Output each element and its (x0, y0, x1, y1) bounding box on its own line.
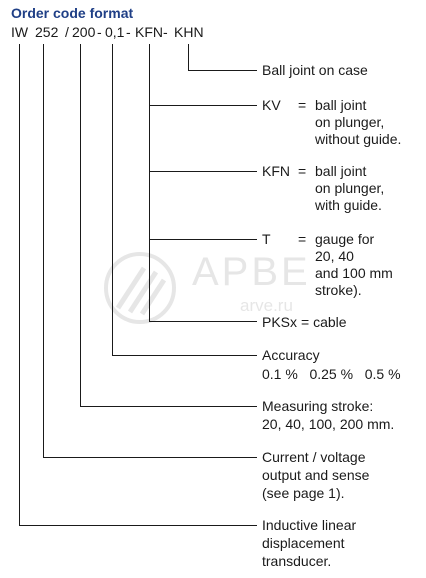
label-kfn-line-3: with guide. (315, 197, 382, 213)
label-t-eq: = (298, 231, 307, 247)
code-part-252: 252 (35, 24, 59, 40)
label-pksx-code: PKSx (262, 314, 298, 330)
label-kv-line-1: ball joint (315, 97, 367, 113)
label-output-line-2: output and sense (262, 467, 370, 483)
label-t-line-2: 20, 40 (315, 248, 354, 264)
connector-output (44, 44, 258, 458)
label-kv-line-2: on plunger, (315, 114, 385, 130)
label-t-line-3: and 100 mm (315, 265, 393, 281)
label-accuracy-title: Accuracy (262, 347, 320, 363)
code-part-iw: IW (11, 24, 29, 40)
label-transducer-line-2: displacement (262, 535, 345, 551)
label-kv-line-3: without guide. (315, 131, 402, 147)
label-kv-eq: = (298, 97, 307, 113)
connector-accuracy (113, 44, 258, 356)
label-kfn-eq: = (298, 163, 307, 179)
code-separator: - (126, 24, 131, 40)
connector-stroke (81, 44, 258, 407)
label-output-line-1: Current / voltage (262, 449, 366, 465)
label-t-line-1: gauge for (315, 231, 375, 247)
label-transducer-line-1: Inductive linear (262, 517, 357, 533)
connector-kfn-main (150, 44, 258, 322)
page-title: Order code format (11, 5, 134, 21)
label-t-code: T (262, 231, 271, 247)
code-part-kfn: KFN (135, 24, 163, 40)
connector-transducer (20, 44, 258, 526)
code-part-accuracy: 0,1 (105, 24, 125, 40)
code-separator: / (65, 24, 69, 40)
watermark-subtext: arve.ru (240, 296, 293, 315)
label-stroke-values: 20, 40, 100, 200 mm. (262, 416, 395, 432)
watermark-text: APBE (192, 250, 311, 294)
connector-khn (189, 44, 258, 71)
label-kfn-line-1: ball joint (315, 163, 367, 179)
label-t-line-4: stroke). (315, 282, 362, 298)
label-stroke-title: Measuring stroke: (262, 398, 374, 414)
label-kfn-line-2: on plunger, (315, 180, 385, 196)
label-transducer-line-3: transducer. (262, 553, 332, 569)
code-part-200: 200 (72, 24, 96, 40)
code-part-khn: KHN (174, 24, 204, 40)
code-separator: - (163, 24, 168, 40)
label-khn: Ball joint on case (262, 62, 368, 78)
label-kv-code: KV (262, 97, 281, 113)
label-pksx-desc: = cable (301, 314, 347, 330)
label-kfn-code: KFN (262, 163, 290, 179)
label-accuracy-values: 0.1 % 0.25 % 0.5 % (262, 366, 401, 382)
code-separator: - (97, 24, 102, 40)
label-output-line-3: (see page 1). (262, 485, 345, 501)
